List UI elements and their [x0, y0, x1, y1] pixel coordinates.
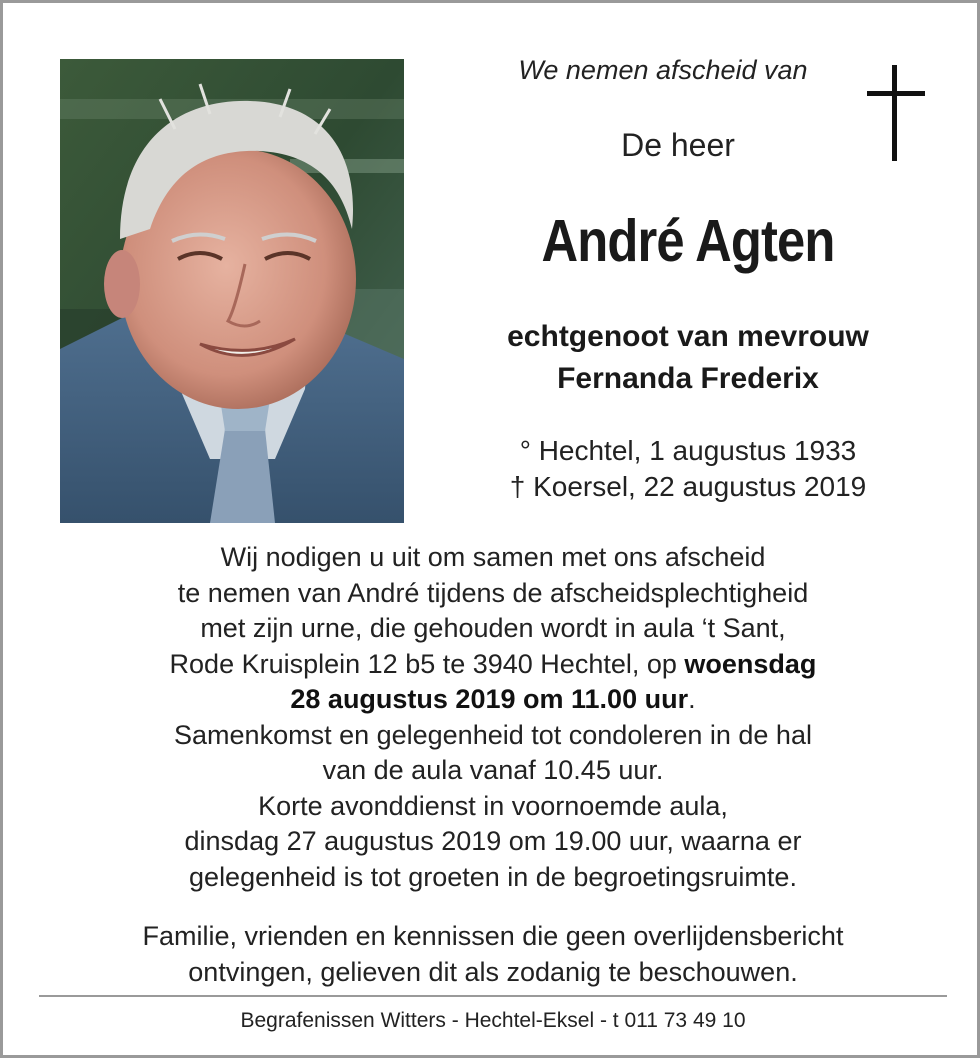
deceased-name: André Agten	[541, 208, 835, 274]
invitation-text	[43, 540, 943, 895]
ceremony-day: woensdag	[684, 648, 817, 679]
funeral-home-footer: Begrafenissen Witters - Hechtel-Eksel - t 011 73 49 10	[240, 1009, 746, 1032]
intro-text: We nemen afscheid van	[518, 55, 808, 85]
family-notice	[43, 918, 943, 990]
invitation-line	[43, 647, 943, 683]
spouse-line-1: echtgenoot van mevrouw	[507, 320, 869, 353]
death-date: † Koersel, 22 augustus 2019	[509, 471, 867, 502]
invitation-line	[43, 682, 943, 718]
invitation-line: Samenkomst en gelegenheid tot condoleren in de hal	[174, 719, 812, 750]
invitation-line: Korte avonddienst in voornoemde aula,	[258, 790, 728, 821]
invitation-line: te nemen van André tijdens de afscheidsplechtigheid	[177, 577, 809, 608]
life-dates	[443, 433, 933, 505]
family-line: ontvingen, gelieven dit als zodanig te beschouwen.	[188, 957, 798, 987]
ceremony-date-time: 28 augustus 2019 om 11.00 uur	[290, 684, 689, 714]
spouse-info	[443, 316, 933, 400]
invitation-line: gelegenheid is tot groeten in de begroetingsruimte.	[189, 861, 797, 892]
portrait-photo	[60, 59, 404, 523]
invitation-line: Wij nodigen u uit om samen met ons afscheid	[220, 542, 766, 572]
salutation: De heer	[621, 127, 735, 163]
invitation-address: Rode Kruisplein 12 b5 te 3940 Hechtel, op	[169, 648, 685, 679]
period: .	[688, 684, 696, 714]
spouse-line-2: Fernanda Frederix	[557, 362, 819, 395]
invitation-line: van de aula vanaf 10.45 uur.	[322, 755, 664, 785]
divider	[39, 995, 947, 997]
family-line: Familie, vrienden en kennissen die geen overlijdensbericht	[142, 921, 844, 951]
birth-date: ° Hechtel, 1 augustus 1933	[519, 435, 857, 466]
invitation-line: dinsdag 27 augustus 2019 om 19.00 uur, waarna er	[184, 826, 802, 856]
invitation-line: met zijn urne, die gehouden wordt in aula ‘t Sant,	[200, 613, 786, 643]
